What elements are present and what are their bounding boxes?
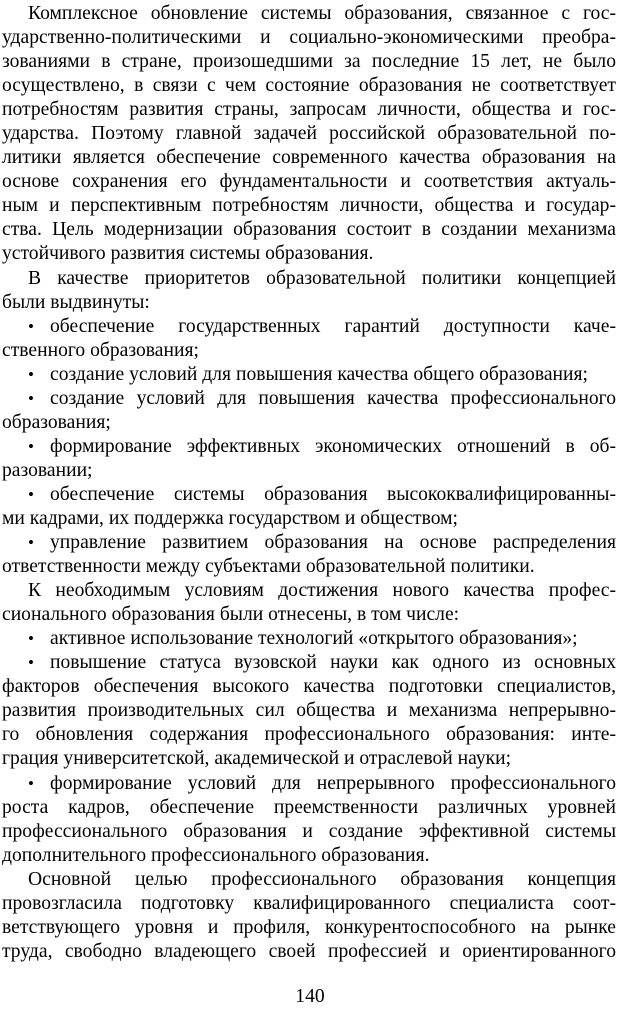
text-line: грация университетской, академической и отраслевой науки; (2, 748, 512, 770)
text-line: труда, свободно владеющего своей профессией и ориентированного (2, 940, 616, 962)
text-line (2, 315, 616, 339)
text-line: роста кадров, обеспечение преемственности различных уровней (2, 796, 616, 818)
text-line: В качестве приоритетов образовательной политики концепцией (28, 267, 616, 289)
text-line: ветствующего уровня и профиля, конкурентоспособного на рынке (2, 916, 616, 938)
bullet-text: формирование условий для непрерывного профессионального (50, 772, 616, 794)
bullet-marker: • (28, 629, 34, 649)
bullet-text: активное использование технологий «открытого образования»; (50, 628, 578, 650)
text-line: потребностям развития страны, запросам личности, общества и гос- (2, 99, 616, 121)
text-line: го обновления содержания профессионального образования: инте- (2, 724, 616, 746)
text-line: ственного образования; (2, 339, 199, 361)
text-line: Основной целью профессионального образования концепция (28, 868, 616, 890)
paragraph (2, 868, 616, 964)
text-line: ства. Цель модернизации образования состоит в создании механизма (2, 219, 616, 241)
text-line: Комплексное обновление системы образования, связанное с гос- (28, 3, 616, 24)
bullet-text: создание условий для повышения качества профессионального (50, 387, 616, 409)
text-line: основе сохранения его фундаментальности и соответствия актуаль- (2, 171, 616, 193)
text-line: ми кадрами, их поддержка государством и обществом; (2, 507, 458, 529)
text-line (2, 627, 616, 651)
text-line: разовании; (2, 459, 93, 481)
text-line (2, 435, 616, 459)
text-line: ударства. Поэтому главной задачей российской образовательной по- (2, 123, 616, 145)
bullet-text: обеспечение государственных гарантий доступности каче- (50, 315, 616, 337)
bullet-marker: • (28, 773, 34, 793)
text-line (2, 651, 616, 675)
text-line (2, 772, 616, 796)
bullet-item (2, 651, 616, 771)
text-line (2, 483, 616, 507)
text-line: осуществлено, в связи с чем состояние образования не соответствует (2, 75, 616, 97)
text-line: факторов обеспечения высокого качества подготовки специалистов, (2, 676, 616, 698)
text-line: образования; (2, 411, 111, 433)
text-line: ударственно-политическими и социально-экономическими преобра- (2, 27, 616, 49)
page-number: 140 (295, 986, 325, 1007)
bullet-item (2, 435, 616, 483)
text-line: К необходимым условиям достижения нового качества профес- (28, 580, 616, 602)
bullet-text: обеспечение системы образования высококвалифицированны- (50, 483, 616, 505)
bullet-item (2, 531, 616, 579)
page-text (2, 2, 616, 964)
bullet-text: повышение статуса вузовской науки как одного из основных (50, 652, 616, 674)
paragraph (2, 579, 616, 627)
bullet-item (2, 363, 616, 387)
bullet-marker: • (28, 316, 34, 336)
bullet-marker: • (28, 653, 34, 673)
bullet-marker: • (28, 436, 34, 456)
text-line (2, 387, 616, 411)
bullet-text: управление развитием образования на основе распределения (50, 532, 616, 554)
text-line: профессионального образования и создание эффективной системы (2, 820, 616, 842)
text-line: были выдвинуты: (2, 291, 150, 313)
text-line: сионального образования были отнесены, в том числе: (2, 604, 460, 626)
text-line: ответственности между субъектами образовательной политики. (2, 556, 535, 578)
bullet-item (2, 387, 616, 435)
text-line: ным и перспективным потребностям личности, общества и государ- (2, 195, 616, 217)
bullet-marker: • (28, 484, 34, 504)
bullet-text: создание условий для повышения качества общего образования; (50, 363, 588, 385)
bullet-item (2, 483, 616, 531)
paragraph (2, 2, 616, 267)
bullet-marker: • (28, 388, 34, 408)
bullet-text: формирование эффективных экономических отношений в об- (50, 435, 616, 457)
bullet-item (2, 772, 616, 868)
bullet-marker: • (28, 364, 34, 384)
bullet-item (2, 315, 616, 363)
text-line: литики является обеспечение современного качества образования на (2, 147, 616, 169)
text-line (2, 363, 616, 387)
text-line: зованиями в стране, произошедшими за последние 15 лет, не было (2, 51, 616, 73)
text-line: дополнительного профессионального образования. (2, 844, 430, 866)
text-line: развития производительных сил общества и механизма непрерывно- (2, 700, 616, 722)
bullet-marker: • (28, 533, 34, 553)
text-line: устойчивого развития системы образования. (2, 243, 374, 265)
text-line (2, 531, 616, 555)
paragraph (2, 267, 616, 315)
text-line: провозгласила подготовку квалифицированного специалиста соот- (2, 892, 616, 914)
bullet-item (2, 627, 616, 651)
